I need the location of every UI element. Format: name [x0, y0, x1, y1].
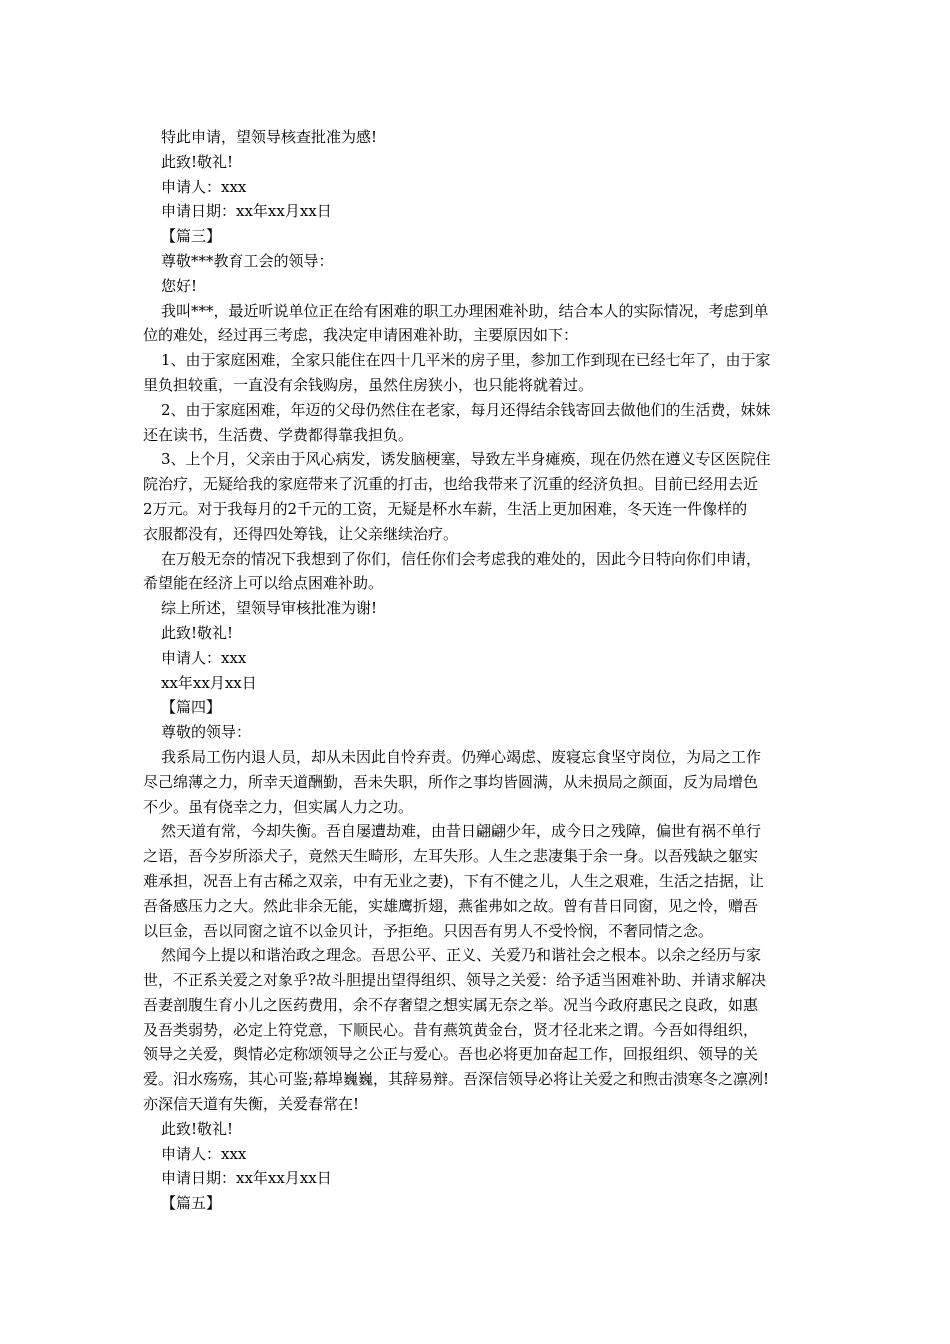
- text-line: 世，不正系关爱之对象乎?故斗胆提出望得组织、领导之关爱：给予适当困难补助、并请求解决: [143, 971, 767, 990]
- text-line: 衣服都没有，还得四处筹钱，让父亲继续治疗。: [143, 524, 459, 543]
- text-line: xx年xx月xx日: [161, 673, 257, 692]
- text-line: 难承担，况吾上有古稀之双亲，中有无业之妻)，下有不健之儿，人生之艰难，生活之拮据，让: [143, 871, 764, 890]
- text-line: 2、由于家庭困难，年迈的父母仍然住在老家，每月还得结余钱寄回去做他们的生活费，妹妹: [161, 400, 771, 419]
- text-line: 还在读书，生活费、学费都得靠我担负。: [143, 425, 414, 444]
- text-line: 综上所述，望领导审核批准为谢!: [161, 599, 378, 618]
- text-line: 此致!敬礼!: [161, 1119, 234, 1138]
- text-line: 1、由于家庭困难，全家只能住在四十几平米的房子里，参加工作到现在已经七年了，由于家: [161, 351, 771, 370]
- text-line: 希望能在经济上可以给点困难补助。: [143, 574, 384, 593]
- text-line: 在万般无奈的情况下我想到了你们，信任你们会考虑我的难处的，因此今日特向你们申请，: [161, 549, 762, 568]
- text-line: 此致!敬礼!: [161, 152, 234, 171]
- text-line: 申请日期：xx年xx月xx日: [161, 202, 332, 221]
- text-line: 特此申请，望领导核查批准为感!: [161, 128, 378, 146]
- text-line: 申请人：xxx: [161, 1144, 247, 1163]
- text-line: 申请人：xxx: [161, 648, 247, 667]
- text-line: 尽己绵薄之力，所幸天道酬勤，吾未失职，所作之事均皆圆满，从未损局之颜面，反为局增色: [143, 772, 759, 791]
- text-line: 不少。虽有侥幸之力，但实属人力之功。: [143, 797, 414, 816]
- section-heading: 【篇五】: [161, 1194, 222, 1213]
- section-heading: 【篇三】: [161, 227, 222, 246]
- text-line: 位的难处，经过再三考虑，我决定申请困难补助，主要原因如下：: [143, 326, 579, 345]
- text-line: 吾妻剖腹生育小儿之医药费用，余不存奢望之想实属无奈之举。况当今政府惠民之良政，如惠: [143, 995, 759, 1014]
- text-line: 尊敬***教育工会的领导：: [161, 251, 334, 270]
- text-line: 然闻今上提以和谐治政之理念。吾思公平、正义、关爱乃和谐社会之根本。以余之经历与家: [161, 946, 762, 965]
- text-line: 领导之关爱，舆情必定称颂领导之公正与爱心。吾也必将更加奋起工作，回报组织、领导的关: [143, 1045, 759, 1064]
- document-body: [143, 125, 815, 1216]
- section-heading: 【篇四】: [161, 698, 222, 717]
- text-line: 尊敬的领导：: [161, 723, 252, 742]
- text-line: 爱。汨水殇殇，其心可鉴;幕埠巍巍，其辞易辩。吾深信领导必将让关爱之和煦击溃寒冬之凛冽!: [143, 1070, 770, 1089]
- text-line: 院治疗，无疑给我的家庭带来了沉重的打击，也给我带来了沉重的经济负担。目前已经用去近: [143, 475, 759, 494]
- text-line: 然天道有常，今却失衡。吾自屡遭劫难，由昔日翩翩少年，成今日之残障，偏世有祸不单行: [161, 822, 762, 841]
- text-line: 我系局工伤内退人员，却从未因此自怜弃责。仍殚心竭虑、废寝忘食坚守岗位，为局之工作: [161, 747, 762, 766]
- text-line: 吾备感压力之大。然此非余无能，实雄鹰折翅，燕雀弗如之故。曾有昔日同窗，见之怜，赠吾: [143, 896, 759, 915]
- text-line: 我叫***，最近听说单位正在给有困难的职工办理困难补助，结合本人的实际情况，考虑到单: [161, 301, 769, 320]
- text-line: 及吾类弱势，必定上符党意，下顺民心。昔有燕筑黄金台，贤才径北来之谓。今吾如得组织，: [143, 1020, 759, 1039]
- text-line: 2万元。对于我每月的2千元的工资，无疑是杯水车薪，生活上更加困难，冬天连一件像样的: [143, 499, 748, 518]
- text-line: 申请日期：xx年xx月xx日: [161, 1169, 332, 1188]
- text-line: 您好!: [161, 276, 198, 295]
- text-line: 3、上个月，父亲由于风心病发，诱发脑梗塞，导致左半身瘫痪，现在仍然在遵义专区医院住: [161, 450, 771, 469]
- text-line: 此致!敬礼!: [161, 623, 234, 642]
- text-line: 亦深信天道有失衡，关爱春常在!: [143, 1095, 360, 1114]
- text-line: 申请人：xxx: [161, 177, 247, 196]
- text-line: 之语，吾今岁所添犬子，竟然天生畸形，左耳失形。人生之悲凄集于余一身。以吾残缺之躯实: [143, 847, 759, 866]
- text-line: 以巨金，吾以同窗之谊不以金贝计，予拒绝。只因吾有男人不受怜悯，不奢同情之念。: [143, 921, 714, 940]
- text-line: 里负担较重，一直没有余钱购房，虽然住房狭小，也只能将就着过。: [143, 375, 594, 394]
